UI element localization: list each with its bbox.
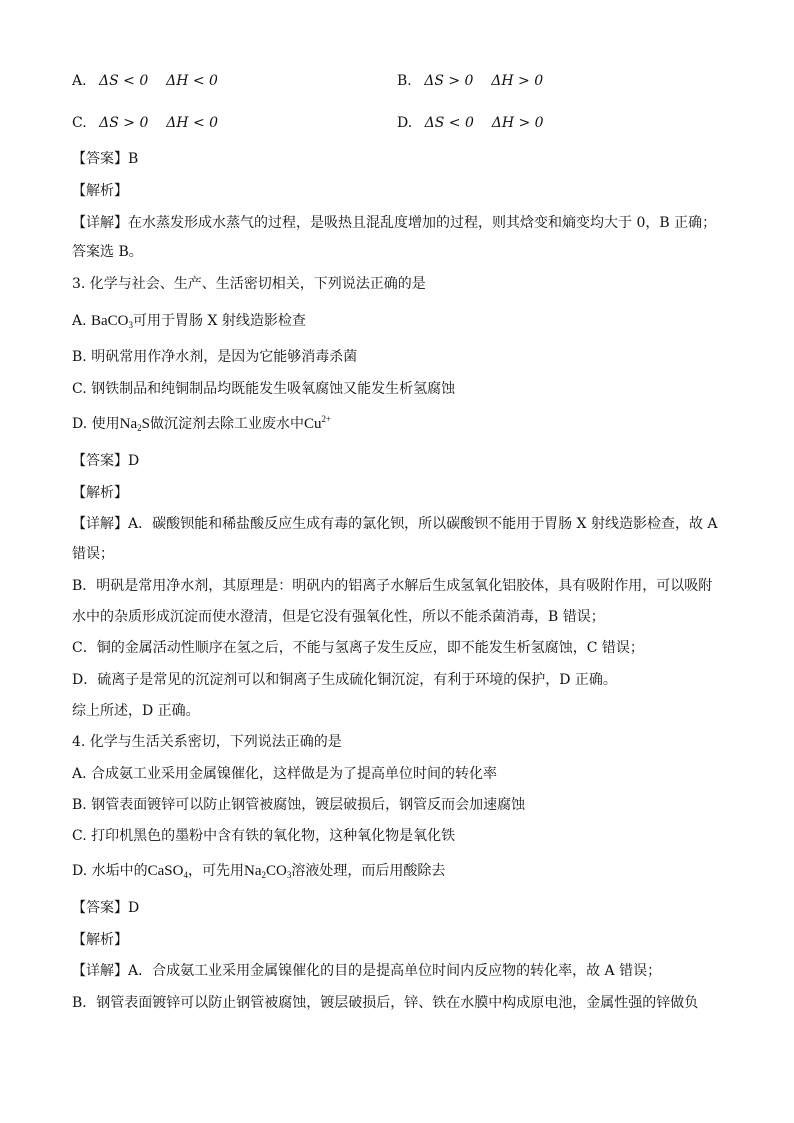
option-letter: B. (397, 73, 412, 89)
q3-summary: 综上所述，D 正确。 (72, 703, 200, 719)
q3-option-c: C. 钢铁制品和纯铜制品均既能发生吸氧腐蚀又能发生析氢腐蚀 (72, 381, 456, 397)
q4-option-c: C. 打印机黑色的墨粉中含有铁的氧化物，这种氧化物是氧化铁 (72, 828, 456, 844)
q3-analysis-heading: 【解析】 (72, 485, 128, 501)
chemical-formula: $Na_2S$ (119, 416, 150, 433)
q3-option-a (72, 311, 306, 331)
q2-detail-line-2: 答案选 B。 (72, 244, 143, 260)
q3-detail-d: D．硫离子是常见的沉淀剂可以和铜离子生成硫化铜沉淀，有利于环境的保护，D 正确。 (72, 672, 617, 688)
chemical-formula: BaCO$_3$ (91, 313, 134, 330)
option-text: 可用于胃肠 X 射线造影检查 (133, 313, 306, 329)
delta-h-expression: ΔH < 0 (166, 115, 219, 131)
q4-detail-a: 【详解】A．合成氨工业采用金属镍催化的目的是提高单位时间内反应物的转化率，故 A 错误； (72, 963, 662, 979)
delta-h-expression: ΔH < 0 (166, 73, 218, 89)
q2-option-d (397, 113, 544, 133)
delta-h-expression: ΔH > 0 (491, 115, 544, 131)
q4-option-b: B. 钢管表面镀锌可以防止钢管被腐蚀，镀层破损后，钢管反而会加速腐蚀 (72, 797, 526, 813)
option-text: 做沉淀剂去除工业废水中 (149, 416, 304, 432)
q3-option-b: B. 明矾常用作净水剂，是因为它能够消毒杀菌 (72, 349, 358, 365)
q2-analysis-heading: 【解析】 (72, 183, 128, 199)
delta-s-expression: ΔS < 0 (424, 115, 474, 131)
chemical-formula: CaSO$_4$ (147, 863, 188, 880)
ion-formula: $Cu^{2+}$ (303, 414, 332, 432)
q3-detail-b-line-2: 水中的杂质形成沉淀而使水澄清，但是它没有强氧化性，所以不能杀菌消毒，B 错误； (72, 609, 605, 625)
option-letter: A. (72, 313, 87, 329)
option-text: ，可先用 (187, 863, 244, 879)
delta-h-expression: ΔH > 0 (491, 73, 544, 89)
q2-option-c (72, 113, 218, 133)
option-letter: C. (72, 115, 87, 131)
q3-option-d (72, 414, 331, 434)
q2-answer: 【答案】B (72, 151, 139, 167)
q2-option-b (397, 71, 543, 91)
q2-option-a (72, 71, 218, 91)
option-letter: A. (72, 73, 87, 89)
q4-detail-b: B．钢管表面镀锌可以防止钢管被腐蚀，镀层破损后，锌、铁在水膜中构成原电池，金属性强的锌做负 (72, 995, 699, 1011)
q4-option-d (72, 861, 445, 881)
option-letter: D. (397, 115, 413, 131)
q3-answer: 【答案】D (72, 453, 140, 469)
q3-detail-a-line-1: 【详解】A．碳酸钡能和稀盐酸反应生成有毒的氯化钡，所以碳酸钡不能用于胃肠 X 射线造影检查，故 A (72, 516, 718, 532)
q4-analysis-heading: 【解析】 (72, 932, 128, 948)
delta-s-expression: ΔS > 0 (99, 115, 149, 131)
q3-stem: 3. 化学与社会、生产、生活密切相关，下列说法正确的是 (72, 276, 426, 292)
delta-s-expression: ΔS > 0 (424, 73, 474, 89)
q4-stem: 4. 化学与生活关系密切，下列说法正确的是 (72, 734, 342, 750)
q3-detail-a-line-2: 错误； (72, 546, 114, 562)
q2-detail-line-1: 【详解】在水蒸发形成水蒸气的过程，是吸热且混乱度增加的过程，则其焓变和熵变均大于 0，B 正确； (72, 215, 717, 231)
delta-s-expression: ΔS < 0 (99, 73, 149, 89)
q3-detail-c: C．铜的金属活动性顺序在氢之后，不能与氢离子发生反应，即不能发生析氢腐蚀，C 错误； (72, 640, 644, 656)
option-prefix: D. 使用 (72, 416, 120, 432)
q4-option-a: A. 合成氨工业采用金属镍催化，这样做是为了提高单位时间的转化率 (72, 766, 498, 782)
option-text: 溶液处理，而后用酸除去 (291, 863, 446, 879)
q4-answer: 【答案】D (72, 900, 140, 916)
q3-detail-b-line-1: B．明矾是常用净水剂，其原理是：明矾内的铝离子水解后生成氢氧化铝胶体，具有吸附作用，可以吸附 (72, 578, 713, 594)
option-prefix: D. 水垢中的 (72, 863, 148, 879)
chemical-formula: $Na_2CO_3$ (243, 863, 292, 880)
